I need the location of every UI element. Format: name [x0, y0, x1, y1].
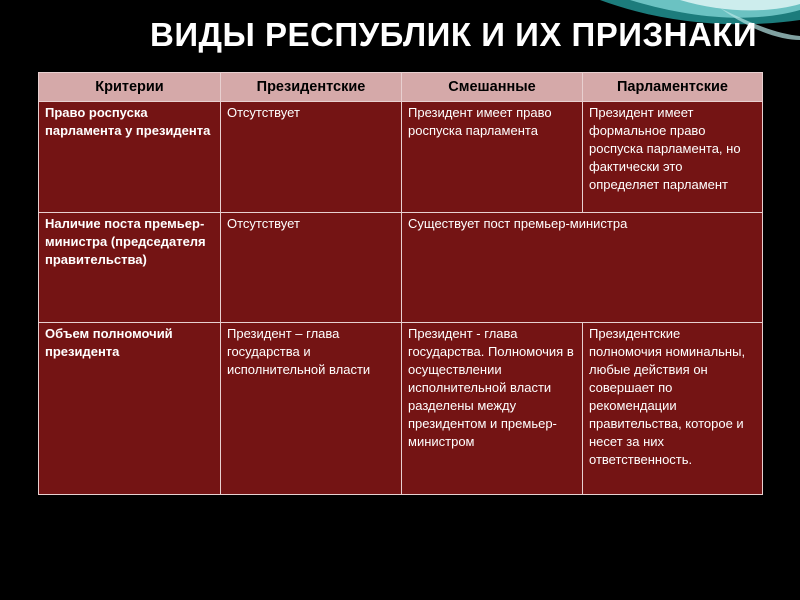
table-header-row [39, 73, 763, 102]
header-parliamentary: Парламентские [583, 73, 763, 102]
mixed-parliamentary-cell: Существует пост премьер-министра [402, 213, 763, 323]
table-row [39, 102, 763, 213]
presidential-cell: Президент – глава государства и исполнительной власти [221, 323, 402, 495]
presidential-cell: Отсутствует [221, 102, 402, 213]
criterion-cell: Объем полномочий президента [39, 323, 221, 495]
mixed-cell: Президент - глава государства. Полномочия в осуществлении исполнительной власти разделены между президентом и премьер-министром [402, 323, 583, 495]
criterion-cell: Право роспуска парламента у президента [39, 102, 221, 213]
republic-types-table [38, 72, 763, 495]
header-presidential: Президентские [221, 73, 402, 102]
table-row [39, 323, 763, 495]
presidential-cell: Отсутствует [221, 213, 402, 323]
criterion-cell: Наличие поста премьер-министра (председателя правительства) [39, 213, 221, 323]
mixed-cell: Президент имеет право роспуска парламента [402, 102, 583, 213]
parliamentary-cell: Президентские полномочия номинальны, любые действия он совершает по рекомендации правительства, которое и несет за них ответственность. [583, 323, 763, 495]
header-criteria: Критерии [39, 73, 221, 102]
table-row [39, 213, 763, 323]
header-mixed: Смешанные [402, 73, 583, 102]
parliamentary-cell: Президент имеет формальное право роспуска парламента, но фактически это определяет парламент [583, 102, 763, 213]
slide-title: ВИДЫ РЕСПУБЛИК И ИХ ПРИЗНАКИ [150, 16, 758, 53]
